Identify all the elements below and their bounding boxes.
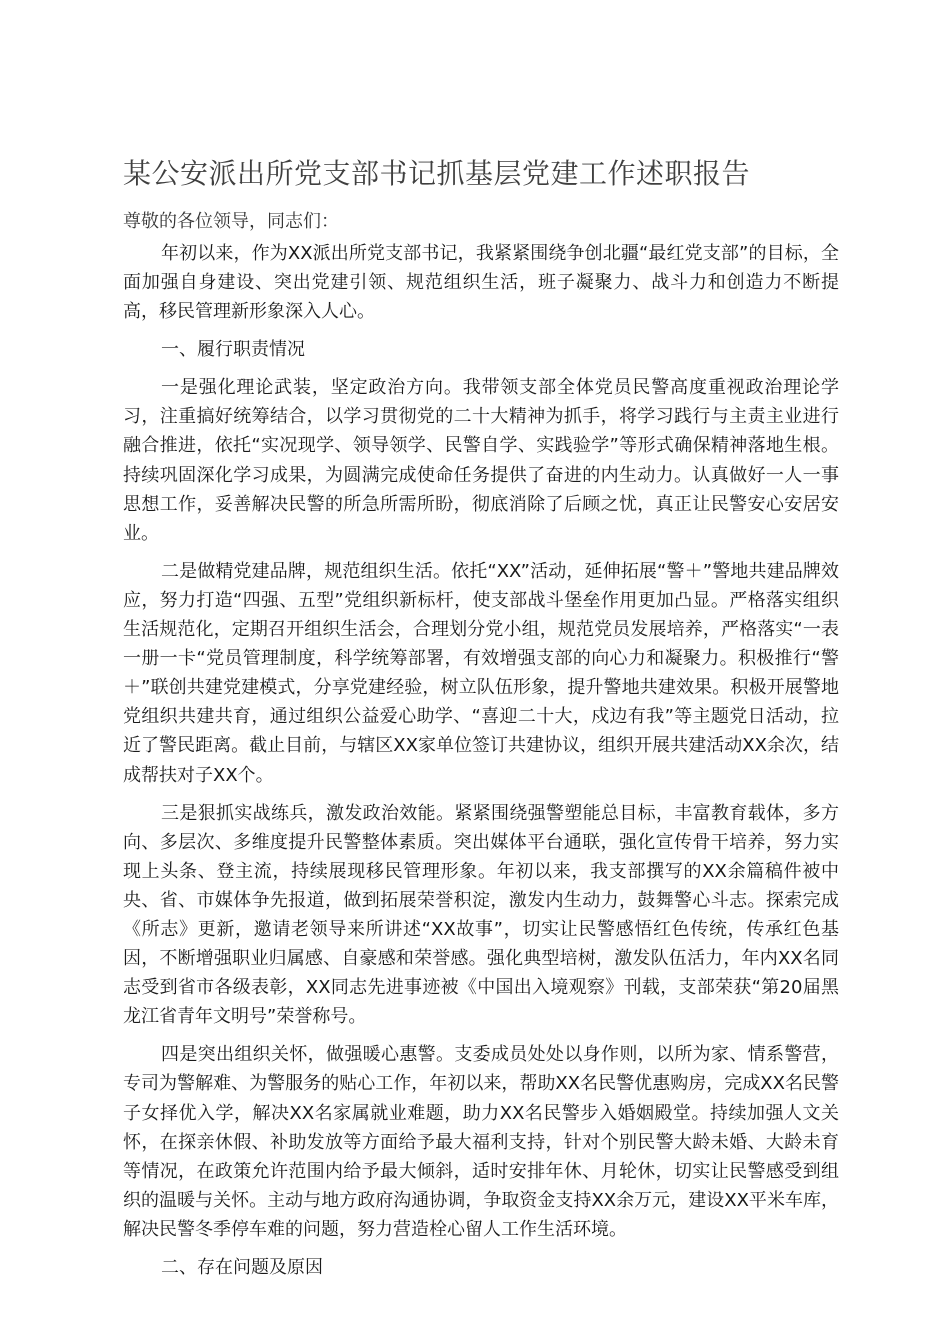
section-heading-2: 二、存在问题及原因 [161,1257,323,1278]
body-paragraph-3: 三是狠抓实战练兵，激发政治效能。紧紧围绕强警塑能总目标，丰富教育载体，多方向、多层次、多维度提升民警整体素质。突出媒体平台通联，强化宣传骨干培养，努力实现上头条、登主流，持续展现移民管理形象。年初以来，我支部撰写的XX余篇稿件被中央、省、市媒体争先报道，做到拓展荣誉积淀，激发内生动力，鼓舞警心斗志。探索完成《所志》更新，邀请老领导来所讲述“XX故事”，切实让民警感悟红色传统，传承红色基因，不断增强职业归属感、自豪感和荣誉感。强化典型培树，激发队伍活力，年内XX名同志受到省市各级表彰，XX同志先进事迹被《中国出入境观察》刊载，支部荣获“第20届黑龙江省青年文明号”荣誉称号。 [123,802,839,1028]
document-body [123,239,839,1291]
document-title: 某公安派出所党支部书记抓基层党建工作述职报告 [123,157,751,190]
section-heading-1: 一、履行职责情况 [161,339,305,361]
body-paragraph-4: 四是突出组织关怀，做强暖心惠警。支委成员处处以身作则，以所为家、情系警营，专司为警解难、为警服务的贴心工作，年初以来，帮助XX名民警优惠购房，完成XX名民警子女择优入学，解决XX名家属就业难题，助力XX名民警步入婚姻殿堂。持续加强人文关怀，在探亲休假、补助发放等方面给予最大福利支持，针对个别民警大龄未婚、大龄未育等情况，在政策允许范围内给予最大倾斜，适时安排年休、月轮休，切实让民警感受到组织的温暖与关怀。主动与地方政府沟通协调，争取资金支持XX余万元，建设XX平米车库，解决民警冬季停车难的问题，努力营造栓心留人工作生活环境。 [123,1044,839,1240]
intro-paragraph: 年初以来，作为XX派出所党支部书记，我紧紧围绕争创北疆“最红党支部”的目标，全面加强自身建设、突出党建引领、规范组织生活，班子凝聚力、战斗力和创造力不断提高，移民管理新形象深入人心。 [123,243,839,323]
salutation: 尊敬的各位领导，同志们： [123,211,339,232]
body-paragraph-2: 二是做精党建品牌，规范组织生活。依托“XX”活动，延伸拓展“警＋”警地共建品牌效应，努力打造“四强、五型”党组织新标杆，使支部战斗堡垒作用更加凸显。严格落实组织生活规范化，定期召开组织生活会，合理划分党小组，规范党员发展培养，严格落实“一表一册一卡“党员管理制度，科学统筹部署，有效增强支部的向心力和凝聚力。积极推行“警＋”联创共建党建模式，分享党建经验，树立队伍形象，提升警地共建效果。积极开展警地党组织共建共育，通过组织公益爱心助学、“喜迎二十大，戍边有我”等主题党日活动，拉近了警民距离。截止目前，与辖区XX家单位签订共建协议，组织开展共建活动XX余次，结成帮扶对子XX个。 [123,560,839,786]
body-paragraph-1: 一是强化理论武装，坚定政治方向。我带领支部全体党员民警高度重视政治理论学习，注重搞好统筹结合，以学习贯彻党的二十大精神为抓手，将学习践行与主责主业进行融合推进，依托“实况现学、领导领学、民警自学、实践验学”等形式确保精神落地生根。持续巩固深化学习成果，为圆满完成使命任务提供了奋进的内生动力。认真做好一人一事思想工作，妥善解决民警的所急所需所盼，彻底消除了后顾之忧，真正让民警安心安居安业。 [123,377,839,544]
